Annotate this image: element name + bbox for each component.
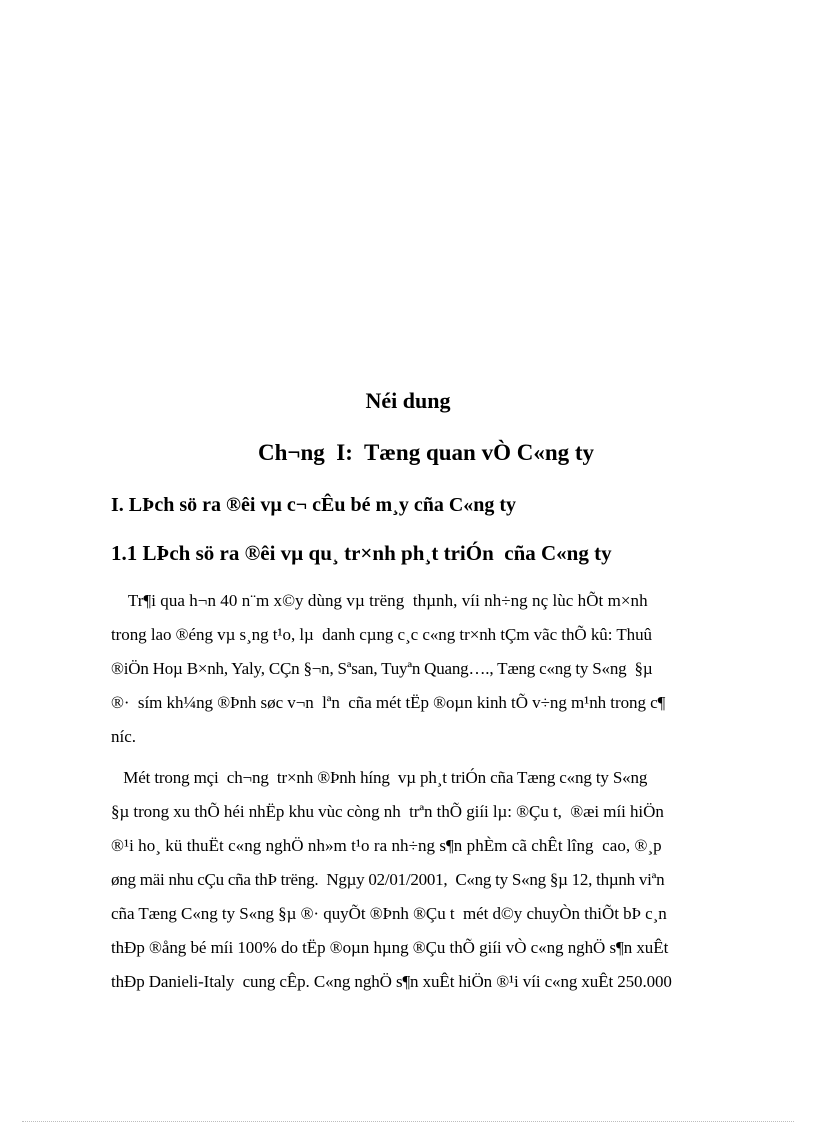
paragraph-1-line: trong lao ®éng vµ s¸ng t¹o, lµ danh cµng c¸c c«ng tr×nh tÇm vãc thÕ kû: Thuû — [111, 625, 653, 644]
section-heading-1-1: 1.1 LÞch sö ra ®êi vµ qu¸ tr×nh ph¸t triÓn cña C«ng ty — [111, 541, 612, 565]
paragraph-2-line: thÐp ®ång bé míi 100% do tËp ®oµn hµng ®Çu thÕ giíi vÒ c«ng nghÖ s¶n xuÊt — [111, 938, 669, 957]
paragraph-1-line: ®· sím kh¼ng ®Þnh søc v¬n lªn cña mét tËp ®oµn kinh tÕ v÷ng m¹nh trong c¶ — [111, 693, 666, 712]
paragraph-2-line: thÐp Danieli-Italy cung cÊp. C«ng nghÖ s¶n xuÊt hiÖn ®¹i víi c«ng xuÊt 250.000 — [111, 972, 672, 991]
section-heading-1: I. LÞch sö ra ®êi vµ c¬ cÊu bé m¸y cña C«ng ty — [111, 494, 517, 516]
page-bottom-rule — [22, 1121, 794, 1122]
chapter-heading: Ch¬ng I: Tæng quan vÒ C«ng ty — [257, 440, 595, 465]
paragraph-2-line: cña Tæng C«ng ty S«ng §µ ®· quyÕt ®Þnh ®Çu t mét d©y chuyÒn thiÕt bÞ c¸n — [111, 904, 667, 923]
paragraph-1-line: níc. — [111, 727, 137, 746]
paragraph-2-line: øng mäi nhu cÇu cña thÞ trëng. Ngµy 02/01/2001, C«ng ty S«ng §µ 12, thµnh viªn — [111, 870, 665, 889]
paragraph-2-line: Mét trong mçi ch¬ng tr×nh ®Þnh híng vµ ph¸t triÓn cña Tæng c«ng ty S«ng — [111, 768, 648, 787]
document-title: Néi dung — [365, 388, 451, 413]
paragraph-1-line: ®iÖn Hoµ B×nh, Yaly, CÇn §¬n, Sªsan, Tuyªn Quang…., Tæng c«ng ty S«ng §µ — [111, 659, 653, 678]
paragraph-2-line: §µ trong xu thÕ héi nhËp khu vùc còng nh trªn thÕ giíi lµ: ®Çu t, ®æi míi hiÖn — [111, 802, 664, 821]
paragraph-1-line: Tr¶i qua h¬n 40 n¨m x©y dùng vµ trëng thµnh, víi nh÷ng nç lùc hÕt m×nh — [111, 591, 648, 610]
paragraph-2-line: ®¹i ho¸ kü thuËt c«ng nghÖ nh»m t¹o ra nh÷ng s¶n phÈm cã chÊt lîng cao, ®¸p — [111, 836, 662, 855]
